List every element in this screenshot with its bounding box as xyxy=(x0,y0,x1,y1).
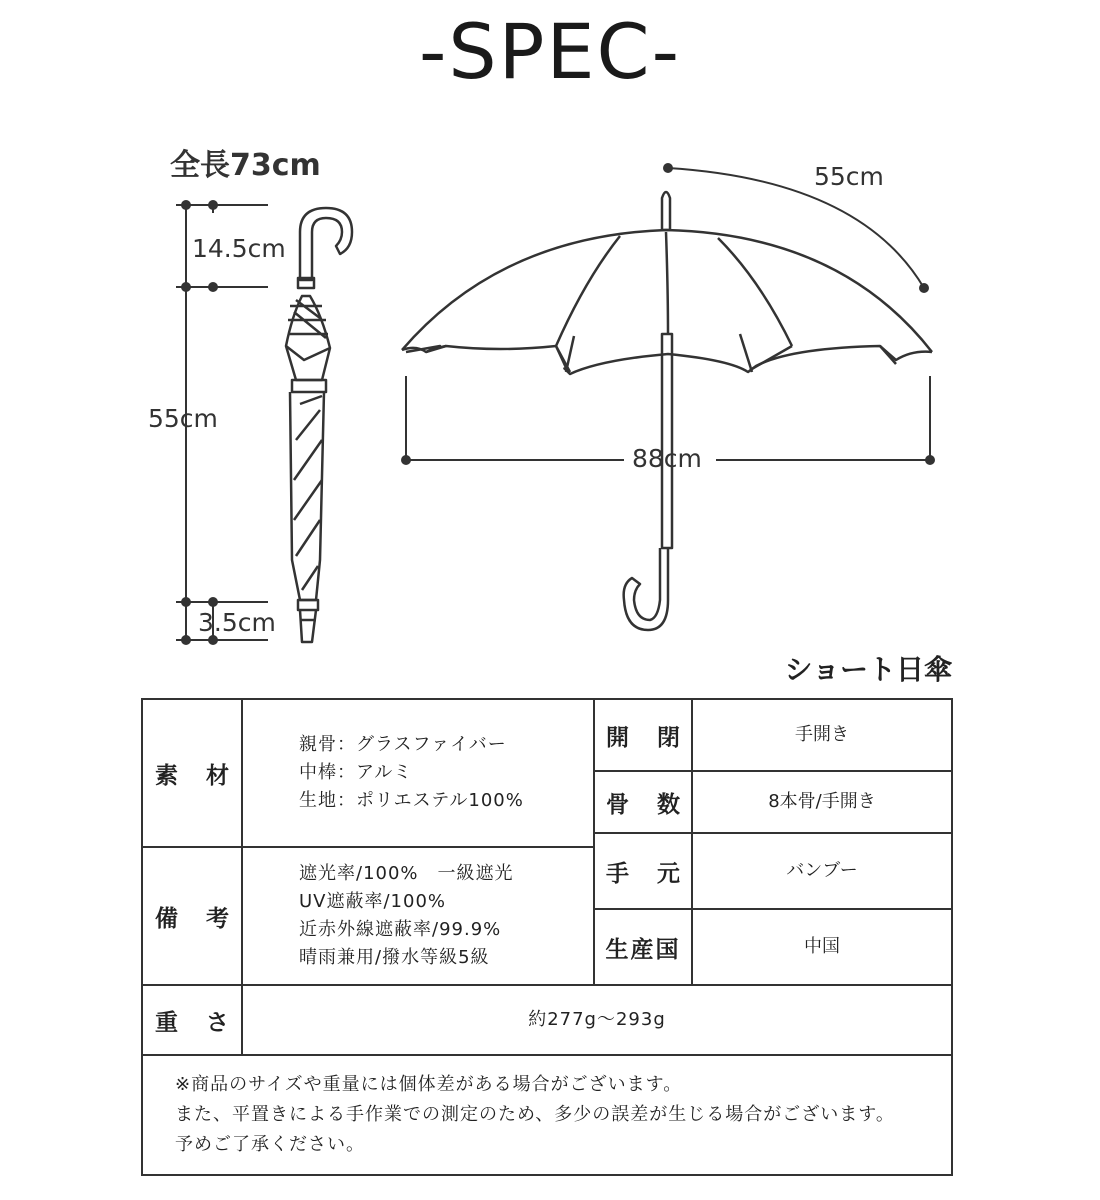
material-line: 親骨：グラスファイバー xyxy=(299,734,507,755)
country-header: 生産国 xyxy=(595,910,693,986)
rib-length-label: 55cm xyxy=(814,162,884,191)
ribs-header: 骨 数 xyxy=(595,772,693,834)
page-title: -SPEC- xyxy=(418,7,681,96)
material-line: 生地：ポリエステル100% xyxy=(299,790,524,811)
handle-value: バンブー xyxy=(693,834,951,910)
note-line: ※商品のサイズや重量には個体差がある場合がございます。 xyxy=(175,1074,683,1095)
handle-header: 手 元 xyxy=(595,834,693,910)
remarks-line: UV遮蔽率/100% xyxy=(299,891,447,912)
notes xyxy=(143,1056,951,1174)
remarks-value xyxy=(243,848,595,986)
total-length-label: 全長73cm xyxy=(170,148,321,183)
shaft-length-label: 55cm xyxy=(148,404,218,433)
material-line: 中棒：アルミ xyxy=(299,762,413,783)
weight-value: 約277g～293g xyxy=(243,986,951,1056)
remarks-line: 晴雨兼用/撥水等級5級 xyxy=(299,947,490,968)
material-value xyxy=(243,700,595,848)
remarks-line: 遮光率/100% 一級遮光 xyxy=(299,863,514,884)
open-close-value: 手開き xyxy=(693,700,951,772)
note-line: また、平置きによる手作業での測定のため、多少の誤差が生じる場合がございます。 xyxy=(175,1104,895,1125)
remarks-line: 近赤外線遮蔽率/99.9% xyxy=(299,919,502,940)
remarks-header: 備 考 xyxy=(143,848,243,986)
country-value: 中国 xyxy=(693,910,951,986)
open-close-header: 開 閉 xyxy=(595,700,693,772)
note-line: 予めご了承ください。 xyxy=(175,1134,365,1155)
tip-length-label: 3.5cm xyxy=(198,608,276,637)
material-header: 素 材 xyxy=(143,700,243,848)
ribs-value: 8本骨/手開き xyxy=(693,772,951,834)
product-name: ショート日傘 xyxy=(784,653,952,686)
closed-umbrella-icon xyxy=(286,208,352,642)
handle-length-label: 14.5cm xyxy=(192,234,286,263)
spec-table xyxy=(141,698,953,1176)
open-width-label: 88cm xyxy=(632,444,702,473)
open-umbrella-icon xyxy=(402,192,932,630)
weight-header: 重 さ xyxy=(143,986,243,1056)
